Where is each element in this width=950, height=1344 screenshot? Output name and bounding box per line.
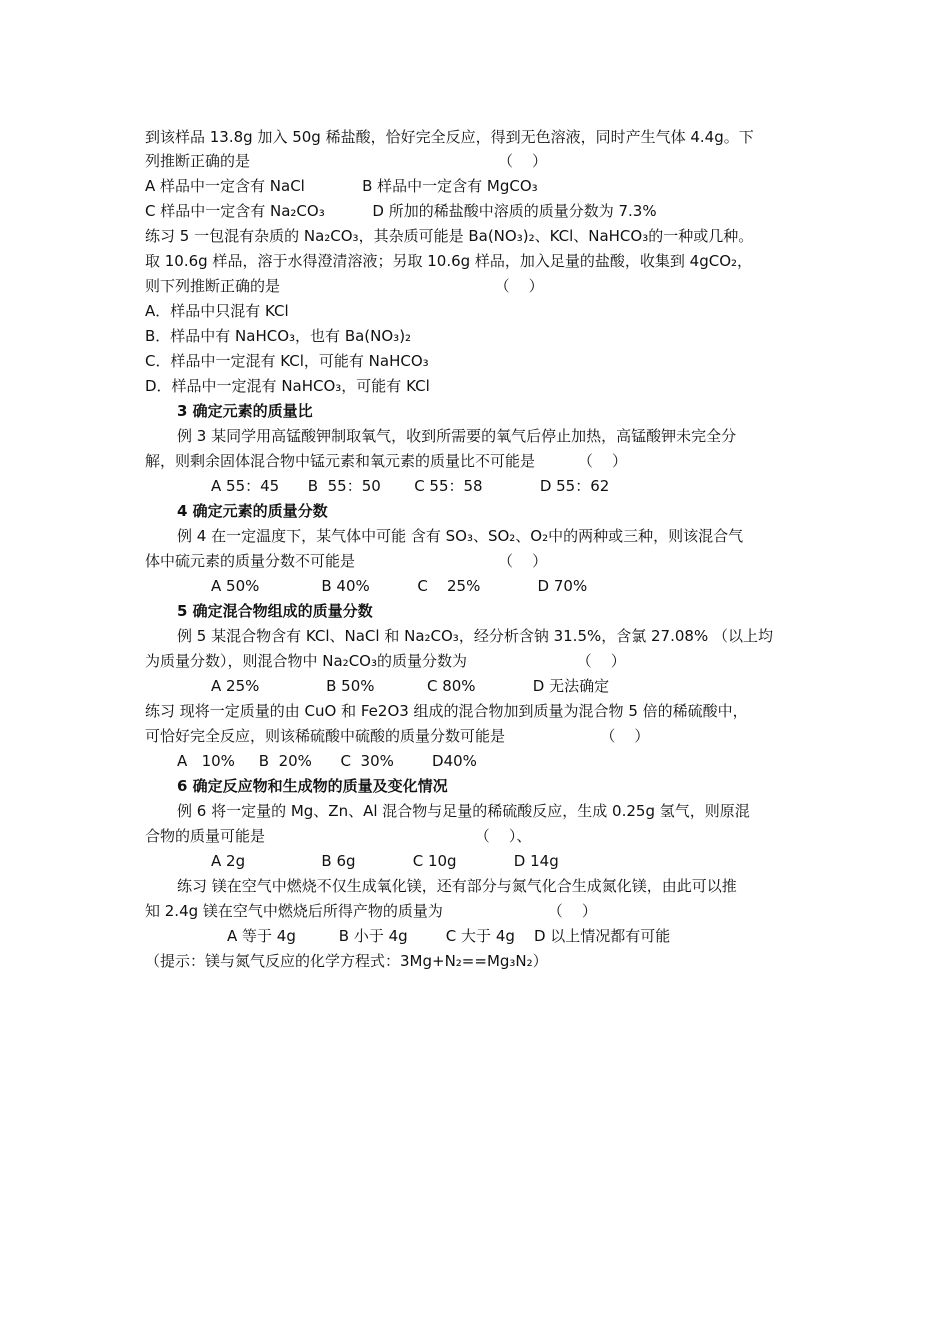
text-line: A 2g B 6g C 10g D 14g bbox=[211, 852, 559, 870]
text-line: 取 10.6g 样品，溶于水得澄清溶液；另取 10.6g 样品，加入足量的盐酸，收集到 4gCO₂， bbox=[145, 252, 753, 270]
text-line: 例 4 在一定温度下，某气体中可能 含有 SO₃、SO₂、O₂中的两种或三种，则该混合气 bbox=[177, 527, 744, 545]
text-line: 列推断正确的是 （ ） bbox=[145, 152, 548, 170]
text-line: A 50% B 40% C 25% D 70% bbox=[211, 577, 588, 595]
text-line: B．样品中有 NaHCO₃，也有 Ba(NO₃)₂ bbox=[145, 327, 412, 345]
section-heading: 5 确定混合物组成的质量分数 bbox=[177, 602, 373, 620]
text-line: 练习 镁在空气中燃烧不仅生成氧化镁，还有部分与氮气化合生成氮化镁，由此可以推 bbox=[177, 877, 737, 895]
text-line: 合物的质量可能是 （ ）、 bbox=[145, 827, 532, 845]
text-line: C 样品中一定含有 Na₂CO₃ D 所加的稀盐酸中溶质的质量分数为 7.3% bbox=[145, 202, 657, 220]
text-line: 例 6 将一定量的 Mg、Zn、Al 混合物与足量的稀硫酸反应，生成 0.25g 氢气，则原混 bbox=[177, 802, 750, 820]
text-line: 练习 现将一定质量的由 CuO 和 Fe2O3 组成的混合物加到质量为混合物 5 倍的稀硫酸中， bbox=[145, 702, 748, 720]
text-line: A 等于 4g B 小于 4g C 大于 4g D 以上情况都有可能 bbox=[227, 927, 671, 945]
text-line: 练习 5 一包混有杂质的 Na₂CO₃，其杂质可能是 Ba(NO₃)₂、KCl、NaHCO₃的一种或几种。 bbox=[145, 227, 754, 245]
text-line: 例 5 某混合物含有 KCl、NaCl 和 Na₂CO₃，经分析含钠 31.5%，含氯 27.08% （以上均 bbox=[177, 627, 773, 645]
text-line: 为质量分数），则混合物中 Na₂CO₃的质量分数为 （ ） bbox=[145, 652, 626, 670]
text-line: A 样品中一定含有 NaCl B 样品中一定含有 MgCO₃ bbox=[145, 177, 538, 195]
text-line: 解，则剩余固体混合物中锰元素和氧元素的质量比不可能是 （ ） bbox=[145, 452, 627, 470]
text-line: A 25% B 50% C 80% D 无法确定 bbox=[211, 677, 610, 695]
section-heading: 6 确定反应物和生成物的质量及变化情况 bbox=[177, 777, 448, 795]
text-line: 知 2.4g 镁在空气中燃烧后所得产物的质量为 （ ） bbox=[145, 902, 597, 920]
section-heading: 4 确定元素的质量分数 bbox=[177, 502, 328, 520]
text-line: 则下列推断正确的是 （ ） bbox=[145, 277, 544, 295]
text-line: 到该样品 13.8g 加入 50g 稀盐酸，恰好完全反应，得到无色溶液，同时产生气体 4.4g。下 bbox=[145, 128, 754, 146]
text-line: D．样品中一定混有 NaHCO₃，可能有 KCl bbox=[145, 377, 430, 395]
text-line: A 10% B 20% C 30% D40% bbox=[177, 752, 477, 770]
text-line: 可恰好完全反应，则该稀硫酸中硫酸的质量分数可能是 （ ） bbox=[145, 727, 650, 745]
text-line: （提示：镁与氮气反应的化学方程式：3Mg+N₂==Mg₃N₂） bbox=[145, 952, 548, 970]
section-heading: 3 确定元素的质量比 bbox=[177, 402, 313, 420]
text-line: 体中硫元素的质量分数不可能是 （ ） bbox=[145, 552, 548, 570]
text-line: A．样品中只混有 KCl bbox=[145, 302, 289, 320]
text-line: 例 3 某同学用高锰酸钾制取氧气，收到所需要的氧气后停止加热，高锰酸钾未完全分 bbox=[177, 427, 737, 445]
text-line: A 55：45 B 55：50 C 55：58 D 55：62 bbox=[211, 477, 610, 495]
text-line: C．样品中一定混有 KCl，可能有 NaHCO₃ bbox=[145, 352, 429, 370]
